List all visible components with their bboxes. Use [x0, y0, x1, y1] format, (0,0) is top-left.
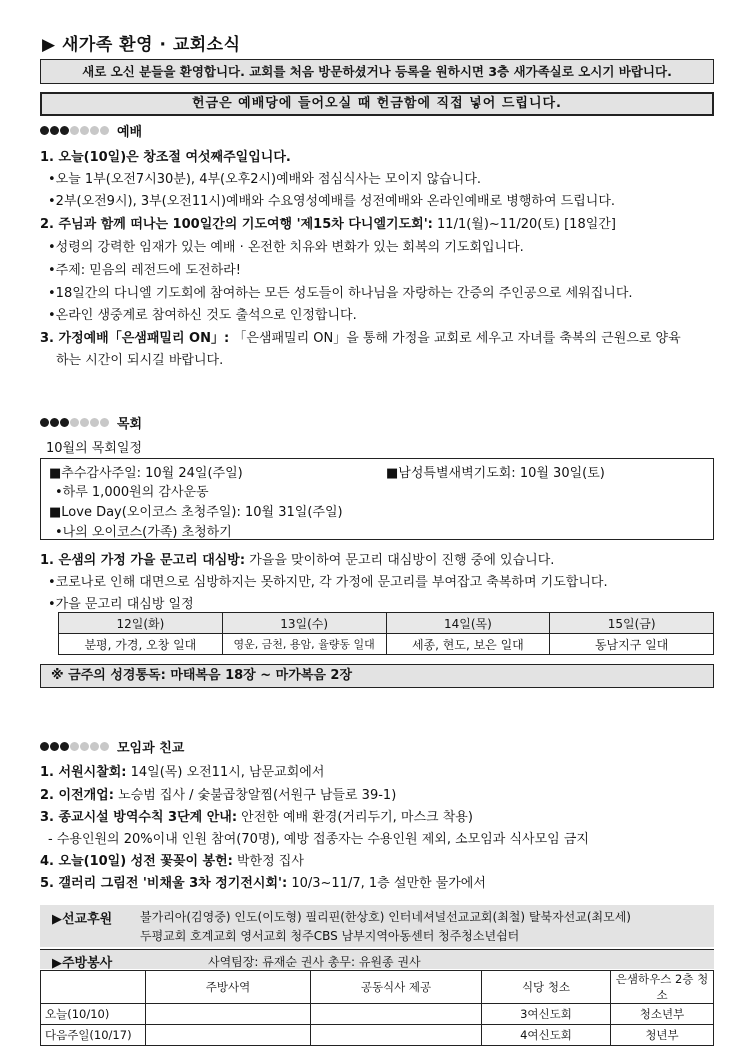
table-cell: 3여신도회 — [482, 1004, 611, 1025]
worship-item-3 — [40, 327, 681, 346]
item-title: 3. 종교시설 방역수칙 3단계 안내: — [40, 810, 238, 825]
item-text: 안전한 예배 환경(거리두기, 마스크 착용) — [237, 810, 473, 825]
item-text: 10/3~11/7, 1층 설만한 물가에서 — [287, 876, 486, 891]
schedule-item: ■추수감사주일: 10월 24일(주일) — [49, 466, 243, 481]
table-row — [41, 1025, 714, 1046]
section-fellowship-header — [40, 737, 184, 756]
table-cell — [146, 1004, 311, 1025]
item-title: 2. 이전개업: — [40, 788, 114, 803]
table-cell: 청년부 — [611, 1025, 714, 1046]
worship-item-2 — [40, 213, 616, 232]
table-cell: 4여신도회 — [482, 1025, 611, 1046]
table-cell: 오늘(10/10) — [41, 1004, 146, 1025]
schedule-label: 10월의 목회일정 — [46, 441, 143, 456]
dots-icon — [40, 418, 109, 427]
table-header-row — [59, 613, 714, 634]
fellowship-item — [40, 806, 473, 825]
item-text: 가을을 맞이하여 문고리 대심방이 진행 중에 있습니다. — [245, 553, 555, 568]
table-header-cell — [41, 971, 146, 1004]
pastoral-item-1 — [40, 549, 554, 568]
schedule-subitem: •나의 오이코스(가족) 초청하기 — [55, 525, 232, 540]
fellowship-item-bullet: - 수용인원의 20%이내 인원 참여(70명), 예방 접종자는 수용인원 제외, 소모임과 식사모임 금지 — [48, 832, 589, 847]
kitchen-service-table — [40, 970, 714, 1046]
kitchen-label: ▶주방봉사 — [52, 956, 113, 971]
item-text: 11/1(월)~11/20(토) [18일간] — [432, 217, 616, 232]
kitchen-header-bar — [40, 949, 714, 969]
worship-item-3-cont: 하는 시간이 되시길 바랍니다. — [56, 353, 224, 368]
item-text: 노승범 집사 / 숯불곱창알찜(서원구 남들로 39-1) — [113, 788, 397, 803]
table-cell: 영운, 금천, 용암, 율량동 일대 — [222, 634, 386, 655]
section-title: 모임과 친교 — [117, 741, 185, 756]
pastoral-item-1-bullet: •코로나로 인해 대면으로 심방하지는 못하지만, 각 가정에 문고리를 부여잡고 축복하며 기도합니다. — [48, 575, 608, 590]
item-text: 박한정 집사 — [232, 854, 304, 869]
table-cell: 분평, 가경, 오창 일대 — [59, 634, 223, 655]
worship-item-2-bullet: •성령의 강력한 임재가 있는 예배 · 온전한 치유와 변화가 있는 회복의 기도회입니다. — [48, 240, 524, 255]
dots-icon — [40, 126, 109, 135]
table-cell: 동남지구 일대 — [550, 634, 714, 655]
section-title: 예배 — [117, 125, 143, 140]
bible-reading-banner: ※ 금주의 성경통독: 마태복음 18장 ~ 마가복음 2장 — [40, 664, 714, 688]
welcome-banner: 새로 오신 분들을 환영합니다. 교회를 처음 방문하셨거나 등록을 원하시면 3층 새가족실로 오시기 바랍니다. — [40, 59, 714, 84]
item-title: 2. 주님과 함께 떠나는 100일간의 기도여행 '제15차 다니엘기도회': — [40, 217, 433, 232]
item-title: 1. 은샘의 가정 가을 문고리 대심방: — [40, 553, 246, 568]
table-cell: 다음주일(10/17) — [41, 1025, 146, 1046]
table-header-cell: 주방사역 — [146, 971, 311, 1004]
table-header-cell: 13일(수) — [222, 613, 386, 634]
table-cell — [146, 1025, 311, 1046]
table-row — [41, 1004, 714, 1025]
schedule-subitem: •하루 1,000원의 감사운동 — [55, 485, 209, 500]
mission-support-box — [40, 905, 714, 947]
schedule-item: ■남성특별새벽기도회: 10월 30일(토) — [386, 466, 605, 481]
offering-banner: 헌금은 예배당에 들어오실 때 헌금함에 직접 넣어 드립니다. — [40, 92, 714, 116]
item-title: 3. 가정예배「은샘패밀리 ON」: — [40, 331, 230, 346]
table-cell: 청소년부 — [611, 1004, 714, 1025]
worship-item-2-bullet: •주제: 믿음의 레전드에 도전하라! — [48, 263, 241, 278]
table-header-row — [41, 971, 714, 1004]
item-title: 5. 갤러리 그림전 '비채울 3차 정기전시회': — [40, 876, 288, 891]
table-cell — [311, 1004, 482, 1025]
table-row — [59, 634, 714, 655]
schedule-box — [40, 458, 714, 540]
fellowship-item — [40, 761, 324, 780]
kitchen-leaders: 사역팀장: 류재순 권사 총무: 유원종 권사 — [208, 955, 421, 969]
visit-schedule-table — [58, 612, 714, 655]
table-cell — [311, 1025, 482, 1046]
table-header-cell: 15일(금) — [550, 613, 714, 634]
table-header-cell: 12일(화) — [59, 613, 223, 634]
schedule-item: ■Love Day(오이코스 초청주일): 10월 31일(주일) — [49, 505, 343, 520]
mission-list: 불가리아(김영중) 인도(이도형) 필리핀(한상호) 인터네셔널선교교회(최철) 탈북자선교(최모세) — [140, 910, 631, 924]
page-title: ▶ 새가족 환영 · 교회소식 — [42, 35, 241, 55]
dots-icon — [40, 742, 109, 751]
worship-item-1-bullet: •2부(오전9시), 3부(오전11시)예배와 수요영성예배를 성전예배와 온라인예배로 병행하여 드립니다. — [48, 194, 616, 209]
worship-item-2-bullet: •18일간의 다니엘 기도회에 참여하는 모든 성도들이 하나님을 자랑하는 간증의 주인공으로 세워집니다. — [48, 286, 633, 301]
section-title: 목회 — [117, 417, 143, 432]
fellowship-item — [40, 850, 304, 869]
fellowship-item — [40, 872, 486, 891]
table-header-cell: 식당 청소 — [482, 971, 611, 1004]
mission-label: ▶선교후원 — [52, 912, 113, 927]
worship-item-1-bullet: •오늘 1부(오전7시30분), 4부(오후2시)예배와 점심식사는 모이지 않습니다. — [48, 172, 482, 187]
item-text: 「은샘패밀리 ON」을 통해 가정을 교회로 세우고 자녀를 축복의 근원으로 양육 — [229, 331, 681, 346]
item-title: 1. 서원시찰회: — [40, 765, 127, 780]
section-worship-header — [40, 121, 142, 140]
fellowship-item — [40, 784, 396, 803]
table-header-cell: 은샘하우스 2층 청소 — [611, 971, 714, 1004]
mission-list: 두평교회 호계교회 영서교회 청주CBS 남부지역아동센터 청주청소년쉼터 — [140, 929, 520, 943]
item-title: 4. 오늘(10일) 성전 꽃꽂이 봉헌: — [40, 854, 233, 869]
worship-item-2-bullet: •온라인 생중계로 참여하신 것도 출석으로 인정합니다. — [48, 308, 357, 323]
worship-item-1: 1. 오늘(10일)은 창조절 여섯째주일입니다. — [40, 150, 291, 165]
item-text: 14일(목) 오전11시, 남문교회에서 — [126, 765, 325, 780]
table-cell: 세종, 현도, 보은 일대 — [386, 634, 550, 655]
table-header-cell: 공동식사 제공 — [311, 971, 482, 1004]
section-pastoral-header — [40, 413, 142, 432]
pastoral-item-1-bullet: •가을 문고리 대심방 일정 — [48, 597, 194, 612]
table-header-cell: 14일(목) — [386, 613, 550, 634]
